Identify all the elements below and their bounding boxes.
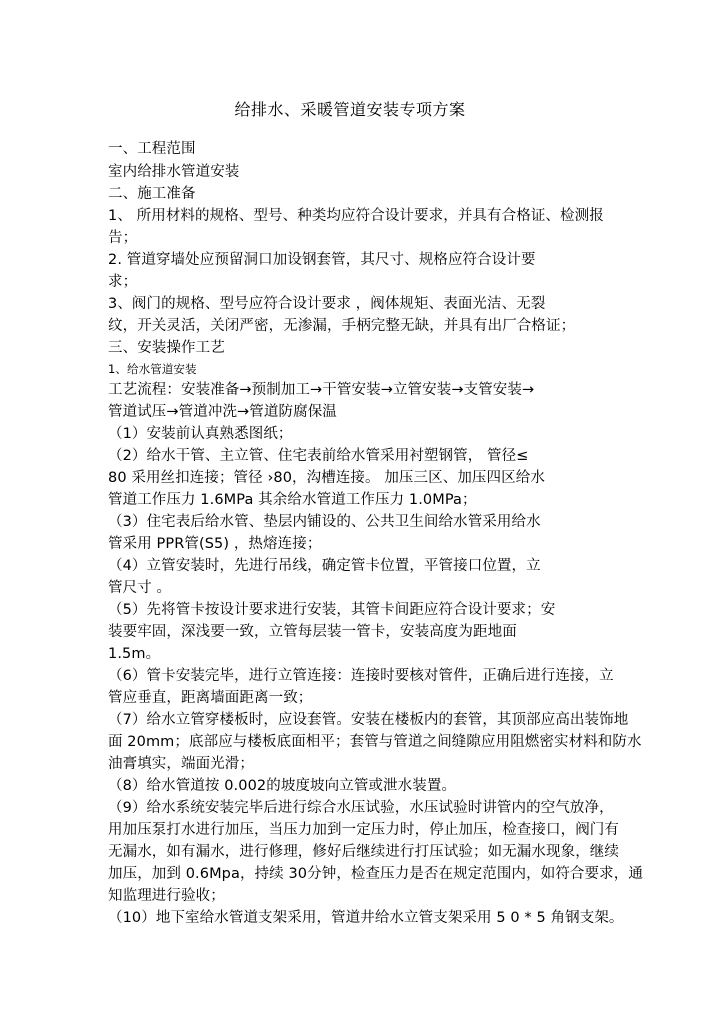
paragraph-line: 工艺流程：安装准备→预制加工→干管安装→立管安装→支管安装→: [108, 382, 535, 398]
paragraph-line: 3、阀门的规格、型号应符合设计要求 ，阀体规矩、表面光洁、无裂: [108, 296, 546, 312]
paragraph-line: 知监理进行验收；: [108, 888, 225, 904]
paragraph-line: 2. 管道穿墙处应预留洞口加设钢套管，其尺寸、规格应符合设计要: [108, 252, 536, 268]
section-heading: 一、工程范围: [108, 141, 196, 157]
paragraph-line: 1、 所用材料的规格、型号、种类均应符合设计要求，并具有合格证、检测报: [108, 208, 604, 224]
paragraph-line: 管道试压→管道冲洗→管道防腐保温: [108, 404, 337, 420]
subsection-heading: 1、给水管道安装: [108, 362, 197, 376]
paragraph-line: 面 20mm；底部应与楼板底面相平；套管与管道之间缝隙应用阻燃密实材料和防水: [108, 734, 642, 750]
paragraph-line: 油膏填实，端面光滑；: [108, 756, 254, 772]
paragraph-line: （5）先将管卡按设计要求进行安装，其管卡间距应符合设计要求；安: [108, 602, 556, 618]
paragraph-line: （10）地下室给水管道支架采用，管道井给水立管支架采用 5 0 * 5 角钢支架。: [108, 910, 624, 926]
paragraph-line: （3）住宅表后给水管、垫层内铺设的、公共卫生间给水管采用给水: [108, 514, 541, 530]
paragraph-line: 无漏水，如有漏水，进行修理，修好后继续进行打压试验；如无漏水现象，继续: [108, 844, 619, 860]
paragraph-line: 纹，开关灵活，关闭严密，无渗漏，手柄完整无缺，并具有出厂合格证；: [108, 318, 576, 334]
paragraph-line: 加压，加到 0.6Mpa，持续 30分钟，检查压力是否在规定范围内，如符合要求，通: [108, 866, 643, 882]
paragraph-line: 装要牢固，深浅要一致，立管每层装一管卡，安装高度为距地面: [108, 624, 517, 640]
paragraph-line: 管采用 PPR管(S5) ，热熔连接；: [108, 536, 322, 552]
paragraph-line: （4）立管安装时，先进行吊线，确定管卡位置，平管接口位置，立: [108, 558, 541, 574]
paragraph-line: 用加压泵打水进行加压，当压力加到一定压力时，停止加压，检查接口，阀门有: [108, 822, 619, 838]
document-title: 给排水、采暖管道安装专项方案: [234, 100, 466, 119]
paragraph-line: 室内给排水管道安装: [108, 164, 240, 180]
paragraph-line: 1.5m。: [108, 646, 161, 662]
paragraph-line: 管应垂直，距离墙面距离一致；: [108, 690, 313, 706]
paragraph-line: （1）安装前认真熟悉图纸；: [108, 426, 293, 442]
paragraph-line: （9）给水系统安装完毕后进行综合水压试验，水压试验时讲管内的空气放净，: [108, 800, 614, 816]
paragraph-line: 管尺寸 。: [108, 580, 172, 596]
paragraph-line: （6）管卡安装完毕，进行立管连接：连接时要核对管件，正确后进行连接，立: [108, 668, 614, 684]
paragraph-line: （7）给水立管穿楼板时，应设套管。安装在楼板内的套管，其顶部应高出装饰地: [108, 712, 629, 728]
paragraph-line: 告；: [108, 230, 138, 246]
paragraph-line: 求；: [108, 274, 138, 290]
paragraph-line: 管道工作压力 1.6MPa 其余给水管道工作压力 1.0MPa；: [108, 492, 477, 508]
section-heading: 二、施工准备: [108, 186, 196, 202]
section-heading: 三、安装操作工艺: [108, 340, 225, 356]
paragraph-line: （2）给水干管、主立管、住宅表前给水管采用衬塑钢管， 管径≤: [108, 448, 529, 464]
paragraph-line: （8）给水管道按 0.002的坡度坡向立管或泄水装置。: [108, 778, 457, 794]
paragraph-line: 80 采用丝扣连接；管径 ›80，沟槽连接。 加压三区、加压四区给水: [108, 470, 545, 486]
